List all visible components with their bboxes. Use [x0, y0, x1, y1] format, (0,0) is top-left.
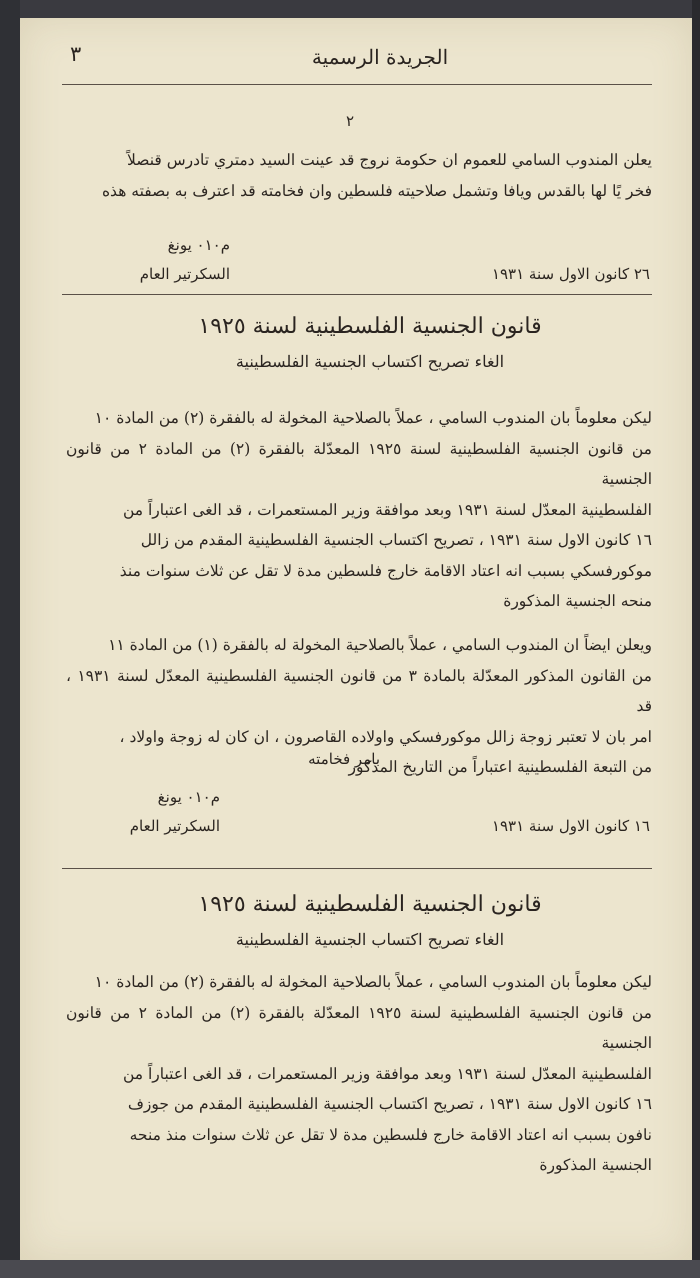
- notice2-signatory: م٠١٠ يونغ: [157, 788, 220, 806]
- notice1-line-1: يعلن المندوب السامي للعموم ان حكومة نروج قد عينت السيد دمتري تادرس قنصلاً: [127, 151, 652, 169]
- notice2-date: ١٦ كانون الاول سنة ١٩٣١: [491, 817, 650, 835]
- notice3-p1-line-5: نافون بسبب انه اعتاد الاقامة خارج فلسطين مدة لا تقل عن ثلاث سنوات منذ منحه: [129, 1125, 652, 1144]
- notice1-body: [82, 145, 652, 206]
- notice1-date: ٢٦ كانون الاول سنة ١٩٣١: [491, 265, 650, 283]
- header-rule: [62, 84, 652, 85]
- notice3-p1-line-6: الجنسية المذكورة: [539, 1156, 652, 1174]
- notice2-rule: [62, 868, 652, 869]
- notice3-paragraph-1: [66, 967, 652, 1181]
- notice2-p1-line-5: موكورفسكي بسبب انه اعتاد الاقامة خارج فلسطين مدة لا تقل عن ثلاث سنوات منذ: [119, 561, 652, 580]
- notice2-p2-line-4: من التبعة الفلسطينية اعتباراً من التاريخ المذكور: [348, 758, 652, 776]
- notice2-title: قانون الجنسية الفلسطينية لسنة ١٩٢٥: [198, 314, 542, 339]
- notice3-subtitle: الغاء تصريح اكتساب الجنسية الفلسطينية: [235, 930, 505, 949]
- scan-right-edge: [692, 0, 700, 1278]
- notice2-paragraph-1: [66, 403, 652, 617]
- scan-top-edge: [20, 0, 700, 18]
- notice2-p1-line-4: ١٦ كانون الاول سنة ١٩٣١ ، تصريح اكتساب الجنسية الفلسطينية المقدم من زالل: [140, 531, 652, 549]
- notice2-p1-line-1: ليكن معلوماً بان المندوب السامي ، عملاً بالصلاحية المخولة له بالفقرة (٢) من المادة ١٠: [94, 409, 652, 427]
- notice3-p1-line-3: الفلسطينية المعدّل لسنة ١٩٣١ وبعد موافقة وزير المستعمرات ، قد الغى اعتباراً من: [122, 1064, 652, 1083]
- notice2-p1-line-3: الفلسطينية المعدّل لسنة ١٩٣١ وبعد موافقة وزير المستعمرات ، قد الغى اعتباراً من: [122, 500, 652, 519]
- notice2-p2-line-3: امر بان لا تعتبر زوجة زالل موكورفسكي واولاده القاصرون ، ان كان له زوجة واولاد ،: [119, 727, 652, 746]
- notice3-p1-line-4: ١٦ كانون الاول سنة ١٩٣١ ، تصريح اكتساب الجنسية الفلسطينية المقدم من جوزف: [127, 1095, 652, 1113]
- notice3-title: قانون الجنسية الفلسطينية لسنة ١٩٢٥: [198, 892, 542, 917]
- notice1-rule: [62, 294, 652, 295]
- notice2-by-order: بامر فخامته: [308, 750, 380, 768]
- notice1-signatory: م٠١٠ يونغ: [167, 236, 230, 254]
- notice2-p1-line-6: منحه الجنسية المذكورة: [503, 592, 652, 610]
- notice1-line-2: فخر يًا لها بالقدس ويافا وتشمل صلاحيته فلسطين وان فخامته قد اعترف به بصفته هذه: [101, 181, 652, 200]
- notice-number: ٢: [345, 112, 355, 130]
- notice3-p1-line-2: من قانون الجنسية الفلسطينية لسنة ١٩٢٥ المعدّلة بالفقرة (٢) من المادة ٢ من قانون الجنسية: [66, 1003, 652, 1052]
- page-number: ٣: [70, 42, 82, 66]
- notice2-subtitle: الغاء تصريح اكتساب الجنسية الفلسطينية: [235, 352, 505, 371]
- notice2-p2-line-2: من القانون المذكور المعدّلة بالمادة ٣ من قانون الجنسية الفلسطينية المعدّل لسنة ١٩٣١ ، قد: [66, 666, 652, 715]
- notice3-p1-line-1: ليكن معلوماً بان المندوب السامي ، عملاً بالصلاحية المخولة له بالفقرة (٢) من المادة ١٠: [94, 973, 652, 991]
- notice2-p1-line-2: من قانون الجنسية الفلسطينية لسنة ١٩٢٥ المعدّلة بالفقرة (٢) من المادة ٢ من قانون الجنسية: [66, 439, 652, 488]
- notice1-role: السكرتير العام: [139, 265, 230, 283]
- notice2-p2-line-1: ويعلن ايضاً ان المندوب السامي ، عملاً بالصلاحية المخولة له بالفقرة (١) من المادة ١١: [108, 636, 652, 654]
- publication-title: الجريدة الرسمية: [311, 45, 449, 69]
- notice2-role: السكرتير العام: [129, 817, 220, 835]
- scan-bottom-edge: [0, 1260, 700, 1278]
